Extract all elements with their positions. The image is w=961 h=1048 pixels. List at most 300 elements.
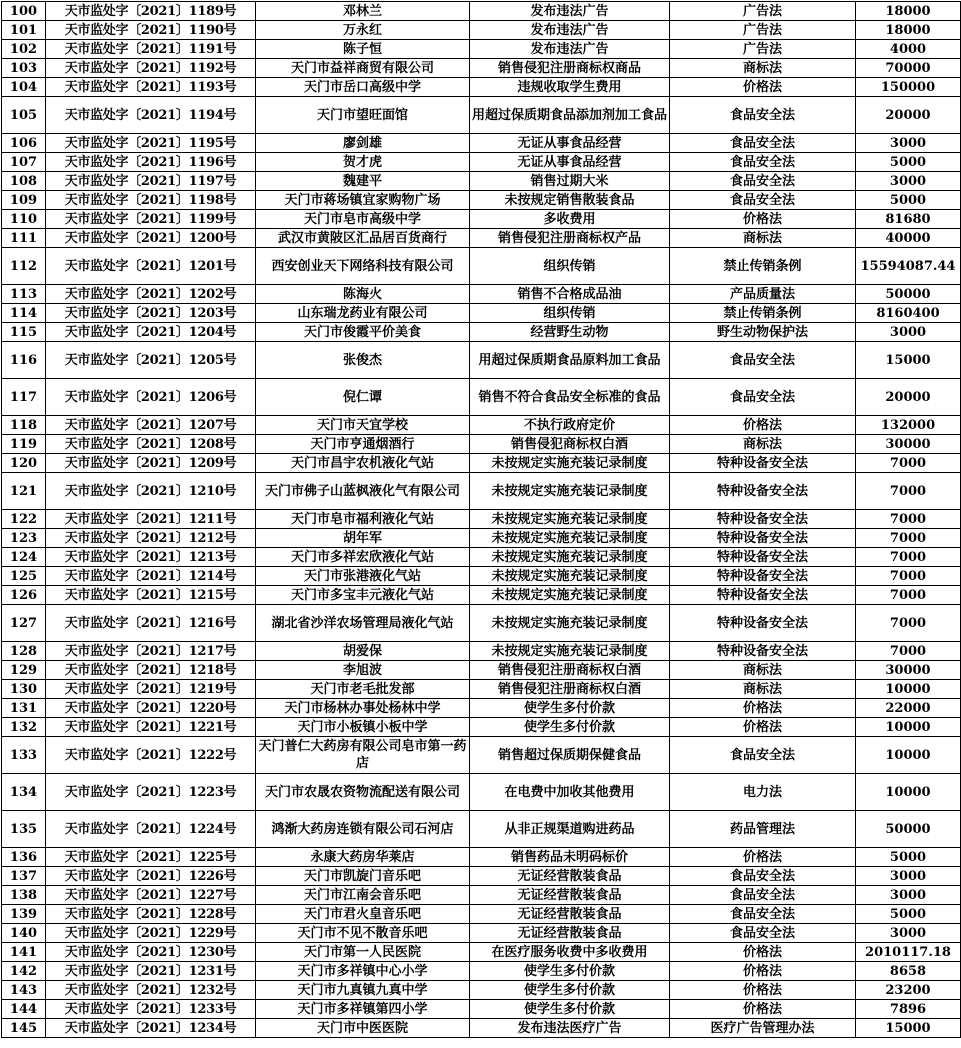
document-number-cell: 天市监处字〔2021〕1227号 (46, 886, 256, 905)
table-row (2, 21, 961, 40)
row-number-cell: 106 (2, 134, 46, 153)
document-number-cell: 天市监处字〔2021〕1231号 (46, 962, 256, 981)
law-basis-cell: 产品质量法 (670, 285, 856, 304)
table-row (2, 905, 961, 924)
violation-cell: 销售侵犯注册商标权商品 (470, 59, 670, 78)
table-row (2, 718, 961, 737)
table-row (2, 379, 961, 416)
row-number-cell: 120 (2, 454, 46, 473)
law-basis-cell: 特种设备安全法 (670, 586, 856, 605)
party-name-cell: 天门市昌宇农机液化气站 (256, 454, 470, 473)
law-basis-cell: 食品安全法 (670, 905, 856, 924)
document-number-cell: 天市监处字〔2021〕1211号 (46, 510, 256, 529)
row-number-cell: 104 (2, 78, 46, 97)
document-number-cell: 天市监处字〔2021〕1189号 (46, 2, 256, 21)
row-number-cell: 128 (2, 642, 46, 661)
document-number-cell: 天市监处字〔2021〕1208号 (46, 435, 256, 454)
row-number-cell: 132 (2, 718, 46, 737)
law-basis-cell: 价格法 (670, 699, 856, 718)
document-number-cell: 天市监处字〔2021〕1193号 (46, 78, 256, 97)
document-number-cell: 天市监处字〔2021〕1192号 (46, 59, 256, 78)
row-number-cell: 134 (2, 774, 46, 811)
party-name-cell: 天门市俊霞平价美食 (256, 323, 470, 342)
penalty-amount-cell: 5000 (856, 905, 961, 924)
penalty-amount-cell: 8658 (856, 962, 961, 981)
violation-cell: 未按规定实施充装记录制度 (470, 548, 670, 567)
table-row (2, 661, 961, 680)
document-number-cell: 天市监处字〔2021〕1197号 (46, 172, 256, 191)
violation-cell: 使学生多付价款 (470, 1000, 670, 1019)
penalty-amount-cell: 3000 (856, 172, 961, 191)
table-row (2, 548, 961, 567)
party-name-cell: 天门市亨通烟酒行 (256, 435, 470, 454)
law-basis-cell: 价格法 (670, 962, 856, 981)
document-number-cell: 天市监处字〔2021〕1218号 (46, 661, 256, 680)
table-row (2, 473, 961, 510)
penalty-amount-cell: 20000 (856, 379, 961, 416)
document-number-cell: 天市监处字〔2021〕1212号 (46, 529, 256, 548)
party-name-cell: 贺才虎 (256, 153, 470, 172)
row-number-cell: 127 (2, 605, 46, 642)
violation-cell: 未按规定实施充装记录制度 (470, 586, 670, 605)
document-number-cell: 天市监处字〔2021〕1199号 (46, 210, 256, 229)
document-number-cell: 天市监处字〔2021〕1233号 (46, 1000, 256, 1019)
document-number-cell: 天市监处字〔2021〕1205号 (46, 342, 256, 379)
penalty-amount-cell: 30000 (856, 435, 961, 454)
party-name-cell: 天门市皂市福利液化气站 (256, 510, 470, 529)
table-row (2, 924, 961, 943)
row-number-cell: 110 (2, 210, 46, 229)
violation-cell: 无证经营散装食品 (470, 905, 670, 924)
row-number-cell: 112 (2, 248, 46, 285)
law-basis-cell: 特种设备安全法 (670, 454, 856, 473)
violation-cell: 未按规定实施充装记录制度 (470, 454, 670, 473)
violation-cell: 无证经营散装食品 (470, 924, 670, 943)
penalty-amount-cell: 10000 (856, 774, 961, 811)
penalty-amount-cell: 7000 (856, 510, 961, 529)
law-basis-cell: 商标法 (670, 680, 856, 699)
violation-cell: 销售不符合食品安全标准的食品 (470, 379, 670, 416)
row-number-cell: 111 (2, 229, 46, 248)
party-name-cell: 天门市佛子山蓝枫液化气有限公司 (256, 473, 470, 510)
party-name-cell: 山东瑞龙药业有限公司 (256, 304, 470, 323)
law-basis-cell: 食品安全法 (670, 172, 856, 191)
violation-cell: 无证经营散装食品 (470, 867, 670, 886)
row-number-cell: 118 (2, 416, 46, 435)
penalty-amount-cell: 3000 (856, 886, 961, 905)
table-row (2, 699, 961, 718)
penalty-amount-cell: 70000 (856, 59, 961, 78)
violation-cell: 在医疗服务收费中多收费用 (470, 943, 670, 962)
document-number-cell: 天市监处字〔2021〕1203号 (46, 304, 256, 323)
document-number-cell: 天市监处字〔2021〕1232号 (46, 981, 256, 1000)
violation-cell: 使学生多付价款 (470, 962, 670, 981)
party-name-cell: 天门普仁大药房有限公司皂市第一药店 (256, 737, 470, 774)
row-number-cell: 136 (2, 848, 46, 867)
table-row (2, 435, 961, 454)
party-name-cell: 天门市第一人民医院 (256, 943, 470, 962)
document-number-cell: 天市监处字〔2021〕1230号 (46, 943, 256, 962)
row-number-cell: 102 (2, 40, 46, 59)
penalty-amount-cell: 3000 (856, 134, 961, 153)
penalty-table-body (2, 2, 961, 1038)
violation-cell: 用超过保质期食品添加剂加工食品 (470, 97, 670, 134)
penalty-amount-cell: 15000 (856, 342, 961, 379)
violation-cell: 违规收取学生费用 (470, 78, 670, 97)
row-number-cell: 143 (2, 981, 46, 1000)
law-basis-cell: 野生动物保护法 (670, 323, 856, 342)
table-row (2, 642, 961, 661)
row-number-cell: 116 (2, 342, 46, 379)
penalty-amount-cell: 150000 (856, 78, 961, 97)
table-row (2, 1019, 961, 1038)
violation-cell: 未按规定实施充装记录制度 (470, 529, 670, 548)
party-name-cell: 武汉市黄陂区汇品居百货商行 (256, 229, 470, 248)
law-basis-cell: 食品安全法 (670, 379, 856, 416)
table-row (2, 134, 961, 153)
document-number-cell: 天市监处字〔2021〕1213号 (46, 548, 256, 567)
row-number-cell: 141 (2, 943, 46, 962)
table-row (2, 153, 961, 172)
violation-cell: 使学生多付价款 (470, 718, 670, 737)
party-name-cell: 天门市九真镇九真中学 (256, 981, 470, 1000)
row-number-cell: 121 (2, 473, 46, 510)
penalty-amount-cell: 3000 (856, 323, 961, 342)
party-name-cell: 天门市岳口高级中学 (256, 78, 470, 97)
penalty-amount-cell: 7000 (856, 548, 961, 567)
table-row (2, 867, 961, 886)
penalty-amount-cell: 18000 (856, 21, 961, 40)
violation-cell: 发布违法广告 (470, 2, 670, 21)
penalty-amount-cell: 10000 (856, 718, 961, 737)
penalty-amount-cell: 7000 (856, 454, 961, 473)
table-row (2, 848, 961, 867)
penalty-amount-cell: 10000 (856, 680, 961, 699)
violation-cell: 销售过期大米 (470, 172, 670, 191)
law-basis-cell: 特种设备安全法 (670, 529, 856, 548)
document-number-cell: 天市监处字〔2021〕1225号 (46, 848, 256, 867)
violation-cell: 销售侵犯商标权白酒 (470, 435, 670, 454)
document-number-cell: 天市监处字〔2021〕1219号 (46, 680, 256, 699)
table-row (2, 962, 961, 981)
law-basis-cell: 食品安全法 (670, 134, 856, 153)
violation-cell: 经营野生动物 (470, 323, 670, 342)
penalty-amount-cell: 20000 (856, 97, 961, 134)
document-number-cell: 天市监处字〔2021〕1234号 (46, 1019, 256, 1038)
violation-cell: 多收费用 (470, 210, 670, 229)
row-number-cell: 122 (2, 510, 46, 529)
table-row (2, 59, 961, 78)
violation-cell: 组织传销 (470, 304, 670, 323)
law-basis-cell: 价格法 (670, 78, 856, 97)
document-number-cell: 天市监处字〔2021〕1190号 (46, 21, 256, 40)
table-row (2, 943, 961, 962)
row-number-cell: 137 (2, 867, 46, 886)
document-number-cell: 天市监处字〔2021〕1198号 (46, 191, 256, 210)
violation-cell: 组织传销 (470, 248, 670, 285)
table-row (2, 811, 961, 848)
document-number-cell: 天市监处字〔2021〕1202号 (46, 285, 256, 304)
document-number-cell: 天市监处字〔2021〕1215号 (46, 586, 256, 605)
row-number-cell: 135 (2, 811, 46, 848)
party-name-cell: 天门市皂市高级中学 (256, 210, 470, 229)
violation-cell: 销售侵犯注册商标权白酒 (470, 661, 670, 680)
row-number-cell: 133 (2, 737, 46, 774)
law-basis-cell: 药品管理法 (670, 811, 856, 848)
row-number-cell: 142 (2, 962, 46, 981)
table-row (2, 172, 961, 191)
law-basis-cell: 禁止传销条例 (670, 304, 856, 323)
penalty-amount-cell: 3000 (856, 867, 961, 886)
party-name-cell: 胡爱保 (256, 642, 470, 661)
penalty-amount-cell: 30000 (856, 661, 961, 680)
violation-cell: 销售侵犯注册商标权白酒 (470, 680, 670, 699)
penalty-amount-cell: 4000 (856, 40, 961, 59)
document-number-cell: 天市监处字〔2021〕1222号 (46, 737, 256, 774)
table-row (2, 1000, 961, 1019)
table-row (2, 510, 961, 529)
penalty-amount-cell: 8160400 (856, 304, 961, 323)
document-number-cell: 天市监处字〔2021〕1207号 (46, 416, 256, 435)
party-name-cell: 天门市多祥镇第四小学 (256, 1000, 470, 1019)
row-number-cell: 144 (2, 1000, 46, 1019)
table-row (2, 416, 961, 435)
party-name-cell: 胡年军 (256, 529, 470, 548)
law-basis-cell: 食品安全法 (670, 97, 856, 134)
row-number-cell: 107 (2, 153, 46, 172)
document-number-cell: 天市监处字〔2021〕1206号 (46, 379, 256, 416)
table-row (2, 981, 961, 1000)
table-row (2, 529, 961, 548)
document-number-cell: 天市监处字〔2021〕1223号 (46, 774, 256, 811)
law-basis-cell: 食品安全法 (670, 867, 856, 886)
table-row (2, 567, 961, 586)
violation-cell: 未按规定实施充装记录制度 (470, 567, 670, 586)
party-name-cell: 陈子恒 (256, 40, 470, 59)
table-row (2, 586, 961, 605)
law-basis-cell: 特种设备安全法 (670, 510, 856, 529)
party-name-cell: 万永红 (256, 21, 470, 40)
party-name-cell: 天门市蒋场镇宜家购物广场 (256, 191, 470, 210)
table-row (2, 97, 961, 134)
table-row (2, 2, 961, 21)
row-number-cell: 126 (2, 586, 46, 605)
violation-cell: 发布违法广告 (470, 21, 670, 40)
law-basis-cell: 食品安全法 (670, 191, 856, 210)
party-name-cell: 天门市凯旋门音乐吧 (256, 867, 470, 886)
law-basis-cell: 价格法 (670, 416, 856, 435)
law-basis-cell: 特种设备安全法 (670, 548, 856, 567)
law-basis-cell: 价格法 (670, 1000, 856, 1019)
violation-cell: 销售侵犯注册商标权产品 (470, 229, 670, 248)
party-name-cell: 鸿渐大药房连锁有限公司石河店 (256, 811, 470, 848)
law-basis-cell: 商标法 (670, 59, 856, 78)
party-name-cell: 陈海火 (256, 285, 470, 304)
law-basis-cell: 价格法 (670, 848, 856, 867)
penalty-amount-cell: 7000 (856, 473, 961, 510)
table-row (2, 774, 961, 811)
row-number-cell: 113 (2, 285, 46, 304)
party-name-cell: 天门市老毛批发部 (256, 680, 470, 699)
table-row (2, 454, 961, 473)
party-name-cell: 天门市杨林办事处杨林中学 (256, 699, 470, 718)
law-basis-cell: 食品安全法 (670, 924, 856, 943)
row-number-cell: 129 (2, 661, 46, 680)
row-number-cell: 124 (2, 548, 46, 567)
party-name-cell: 倪仁谭 (256, 379, 470, 416)
table-row (2, 304, 961, 323)
penalty-amount-cell: 50000 (856, 285, 961, 304)
row-number-cell: 139 (2, 905, 46, 924)
row-number-cell: 108 (2, 172, 46, 191)
party-name-cell: 湖北省沙洋农场管理局液化气站 (256, 605, 470, 642)
row-number-cell: 145 (2, 1019, 46, 1038)
document-number-cell: 天市监处字〔2021〕1217号 (46, 642, 256, 661)
violation-cell: 发布违法医疗广告 (470, 1019, 670, 1038)
penalty-amount-cell: 15000 (856, 1019, 961, 1038)
row-number-cell: 123 (2, 529, 46, 548)
violation-cell: 用超过保质期食品原料加工食品 (470, 342, 670, 379)
document-number-cell: 天市监处字〔2021〕1209号 (46, 454, 256, 473)
penalty-amount-cell: 10000 (856, 737, 961, 774)
document-number-cell: 天市监处字〔2021〕1226号 (46, 867, 256, 886)
law-basis-cell: 食品安全法 (670, 886, 856, 905)
document-number-cell: 天市监处字〔2021〕1210号 (46, 473, 256, 510)
table-row (2, 191, 961, 210)
violation-cell: 未按规定实施充装记录制度 (470, 642, 670, 661)
party-name-cell: 天门市张港液化气站 (256, 567, 470, 586)
law-basis-cell: 特种设备安全法 (670, 567, 856, 586)
row-number-cell: 103 (2, 59, 46, 78)
row-number-cell: 131 (2, 699, 46, 718)
row-number-cell: 119 (2, 435, 46, 454)
table-row (2, 210, 961, 229)
party-name-cell: 廖剑雄 (256, 134, 470, 153)
penalty-amount-cell: 5000 (856, 153, 961, 172)
table-row (2, 40, 961, 59)
table-row (2, 680, 961, 699)
violation-cell: 使学生多付价款 (470, 981, 670, 1000)
penalty-amount-cell: 3000 (856, 924, 961, 943)
law-basis-cell: 价格法 (670, 943, 856, 962)
law-basis-cell: 特种设备安全法 (670, 473, 856, 510)
document-number-cell: 天市监处字〔2021〕1220号 (46, 699, 256, 718)
row-number-cell: 117 (2, 379, 46, 416)
penalty-amount-cell: 81680 (856, 210, 961, 229)
party-name-cell: 天门市君火皇音乐吧 (256, 905, 470, 924)
party-name-cell: 天门市小板镇小板中学 (256, 718, 470, 737)
party-name-cell: 魏建平 (256, 172, 470, 191)
row-number-cell: 114 (2, 304, 46, 323)
penalty-amount-cell: 40000 (856, 229, 961, 248)
violation-cell: 未按规定销售散装食品 (470, 191, 670, 210)
party-name-cell: 天门市中医医院 (256, 1019, 470, 1038)
party-name-cell: 天门市农晟农资物流配送有限公司 (256, 774, 470, 811)
penalty-amount-cell: 15594087.44 (856, 248, 961, 285)
penalty-amount-cell: 7000 (856, 605, 961, 642)
document-number-cell: 天市监处字〔2021〕1221号 (46, 718, 256, 737)
penalty-table (1, 1, 961, 1038)
document-number-cell: 天市监处字〔2021〕1196号 (46, 153, 256, 172)
law-basis-cell: 医疗广告管理办法 (670, 1019, 856, 1038)
law-basis-cell: 特种设备安全法 (670, 605, 856, 642)
law-basis-cell: 广告法 (670, 21, 856, 40)
violation-cell: 未按规定实施充装记录制度 (470, 605, 670, 642)
row-number-cell: 130 (2, 680, 46, 699)
table-row (2, 737, 961, 774)
table-row (2, 78, 961, 97)
penalty-amount-cell: 2010117.18 (856, 943, 961, 962)
law-basis-cell: 商标法 (670, 229, 856, 248)
party-name-cell: 邓林兰 (256, 2, 470, 21)
law-basis-cell: 价格法 (670, 981, 856, 1000)
law-basis-cell: 禁止传销条例 (670, 248, 856, 285)
law-basis-cell: 食品安全法 (670, 737, 856, 774)
table-row (2, 248, 961, 285)
violation-cell: 使学生多付价款 (470, 699, 670, 718)
document-number-cell: 天市监处字〔2021〕1204号 (46, 323, 256, 342)
violation-cell: 销售药品未明码标价 (470, 848, 670, 867)
row-number-cell: 115 (2, 323, 46, 342)
penalty-amount-cell: 5000 (856, 191, 961, 210)
document-number-cell: 天市监处字〔2021〕1216号 (46, 605, 256, 642)
law-basis-cell: 食品安全法 (670, 153, 856, 172)
violation-cell: 未按规定实施充装记录制度 (470, 510, 670, 529)
law-basis-cell: 价格法 (670, 718, 856, 737)
violation-cell: 不执行政府定价 (470, 416, 670, 435)
violation-cell: 未按规定实施充装记录制度 (470, 473, 670, 510)
party-name-cell: 李旭波 (256, 661, 470, 680)
table-row (2, 605, 961, 642)
document-number-cell: 天市监处字〔2021〕1228号 (46, 905, 256, 924)
penalty-amount-cell: 7000 (856, 586, 961, 605)
penalty-amount-cell: 23200 (856, 981, 961, 1000)
law-basis-cell: 特种设备安全法 (670, 642, 856, 661)
penalty-amount-cell: 5000 (856, 848, 961, 867)
party-name-cell: 天门市望旺面馆 (256, 97, 470, 134)
party-name-cell: 天门市多宝丰元液化气站 (256, 586, 470, 605)
penalty-amount-cell: 7000 (856, 567, 961, 586)
violation-cell: 发布违法广告 (470, 40, 670, 59)
penalty-amount-cell: 132000 (856, 416, 961, 435)
penalty-amount-cell: 22000 (856, 699, 961, 718)
party-name-cell: 天门市江南会音乐吧 (256, 886, 470, 905)
row-number-cell: 101 (2, 21, 46, 40)
penalty-amount-cell: 7000 (856, 529, 961, 548)
party-name-cell: 天门市多祥宏欣液化气站 (256, 548, 470, 567)
law-basis-cell: 价格法 (670, 210, 856, 229)
violation-cell: 销售不合格成品油 (470, 285, 670, 304)
row-number-cell: 140 (2, 924, 46, 943)
party-name-cell: 天门市多祥镇中心小学 (256, 962, 470, 981)
row-number-cell: 100 (2, 2, 46, 21)
table-row (2, 285, 961, 304)
document-number-cell: 天市监处字〔2021〕1201号 (46, 248, 256, 285)
document-number-cell: 天市监处字〔2021〕1195号 (46, 134, 256, 153)
penalty-amount-cell: 50000 (856, 811, 961, 848)
row-number-cell: 125 (2, 567, 46, 586)
party-name-cell: 天门市天宜学校 (256, 416, 470, 435)
law-basis-cell: 食品安全法 (670, 342, 856, 379)
law-basis-cell: 广告法 (670, 40, 856, 59)
violation-cell: 从非正规渠道购进药品 (470, 811, 670, 848)
violation-cell: 在电费中加收其他费用 (470, 774, 670, 811)
law-basis-cell: 广告法 (670, 2, 856, 21)
document-number-cell: 天市监处字〔2021〕1214号 (46, 567, 256, 586)
law-basis-cell: 电力法 (670, 774, 856, 811)
party-name-cell: 天门市益祥商贸有限公司 (256, 59, 470, 78)
penalty-amount-cell: 7000 (856, 642, 961, 661)
